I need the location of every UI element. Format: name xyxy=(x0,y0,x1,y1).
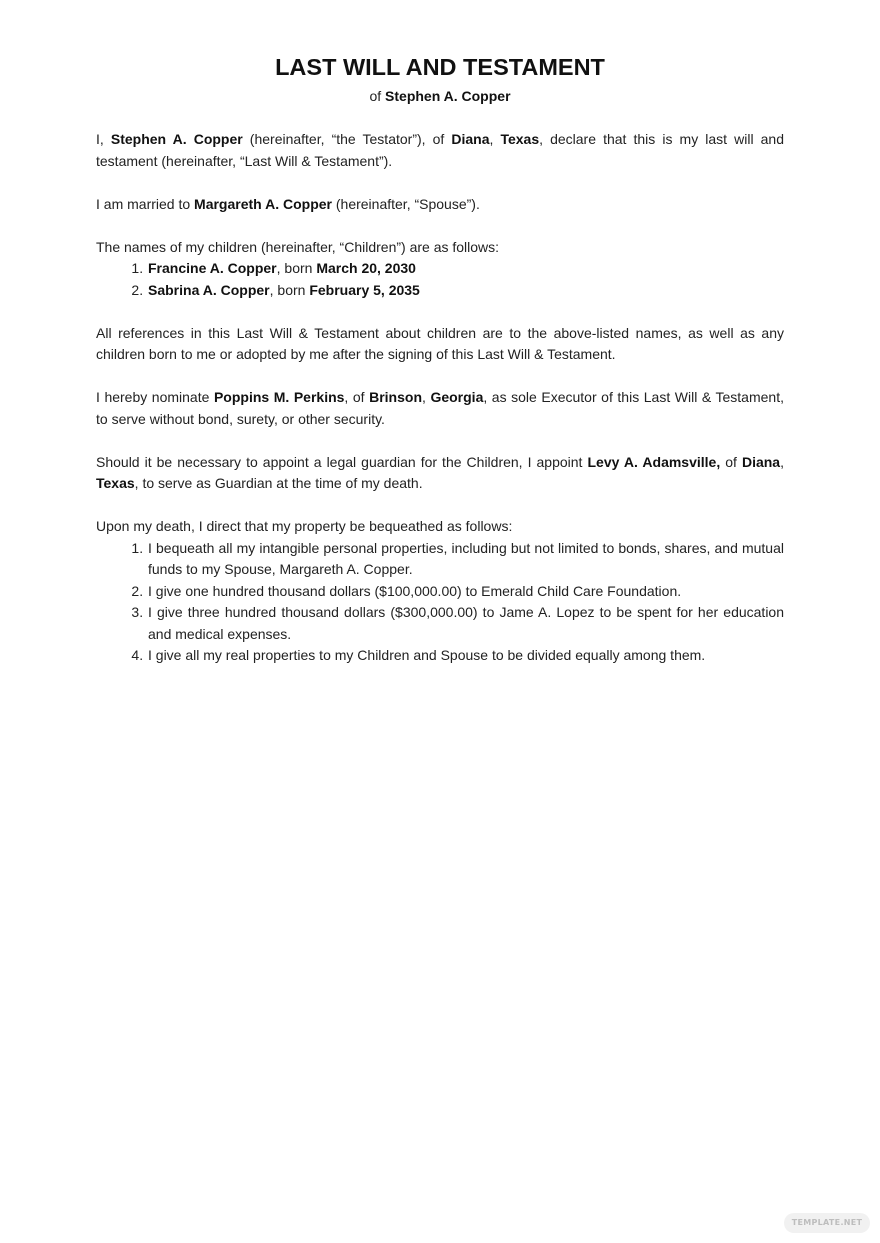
bequest-list xyxy=(96,538,784,667)
guardian-city: Diana xyxy=(741,453,781,470)
text-span: , xyxy=(422,389,431,405)
text-span: I am married to xyxy=(96,195,195,212)
text-span: , of xyxy=(344,389,370,405)
document-subtitle xyxy=(96,86,784,107)
list-item: 2. I give one hundred thousand dollars ($100,000.00) to Emerald Child Care Foundation. xyxy=(147,581,784,603)
text-span: , as sole Executor of this Last Will & Testament, to serve without bond, surety, or other security. xyxy=(96,389,784,427)
subtitle-prefix: of xyxy=(369,88,386,104)
list-item: 3. I give three hundred thousand dollars ($300,000.00) to Jame A. Lopez to be spent for her education and medical expenses. xyxy=(147,602,784,645)
spouse-name: Margareth A. Copper xyxy=(194,195,332,212)
text-span: , xyxy=(780,453,784,470)
bequest-intro: Upon my death, I direct that my property be bequeathed as follows: xyxy=(96,518,513,534)
child-birthdate: March 20, 2030 xyxy=(316,260,416,276)
text-span: (hereinafter, “Spouse”). xyxy=(331,195,480,212)
text-span: I hereby nominate xyxy=(96,389,214,405)
text-span: , to serve as Guardian at the time of my death. xyxy=(134,475,423,491)
testator-name: Stephen A. Copper xyxy=(110,131,243,147)
text-span: of xyxy=(720,453,742,470)
text-span: (hereinafter, “the Testator”), of xyxy=(242,131,452,147)
text-span: Should it be necessary to appoint a legal guardian for the Children, I appoint xyxy=(96,453,588,470)
text-span: , declare that this is my last will and testament (hereinafter, “Last Will & Testament”). xyxy=(96,131,785,169)
list-item: 4. I give all my real properties to my Children and Spouse to be divided equally among them. xyxy=(147,645,784,667)
text-span: , xyxy=(489,131,501,147)
guardian-name: Levy A. Adamsville, xyxy=(587,453,721,470)
executor-city: Brinson xyxy=(369,389,422,405)
testator-declaration-paragraph xyxy=(96,129,784,172)
child-name: Francine A. Copper xyxy=(148,260,277,276)
list-item: 1. I bequeath all my intangible personal properties, including but not limited to bonds, shares, and mutual funds to my Spouse, Margareth A. Copper. xyxy=(147,538,784,581)
template-watermark: TEMPLATE.NET xyxy=(784,1213,870,1233)
list-item xyxy=(147,280,784,302)
spouse-paragraph xyxy=(96,194,784,216)
document-title: LAST WILL AND TESTAMENT xyxy=(275,54,605,80)
testator-name-subtitle: Stephen A. Copper xyxy=(385,88,511,104)
executor-state: Georgia xyxy=(430,389,484,405)
executor-paragraph xyxy=(96,387,784,430)
text-span: , born xyxy=(269,281,310,298)
testator-city: Diana xyxy=(451,131,490,147)
child-name: Sabrina A. Copper xyxy=(148,281,270,298)
children-intro: The names of my children (hereinafter, “Children”) are as follows: xyxy=(96,238,500,255)
children-list xyxy=(96,258,784,301)
testator-state: Texas xyxy=(500,131,540,147)
guardian-paragraph xyxy=(96,452,784,495)
text-span: , born xyxy=(276,260,317,276)
guardian-state: Texas xyxy=(96,475,135,491)
executor-name: Poppins M. Perkins xyxy=(213,389,345,405)
text-span: I, xyxy=(96,131,111,147)
children-references-paragraph: All references in this Last Will & Testament about children are to the above-listed names, as well as any children born to me or adopted by me after the signing of this Last Will & Testament. xyxy=(96,324,784,362)
document-page xyxy=(96,52,784,667)
child-birthdate: February 5, 2035 xyxy=(309,281,420,298)
list-item xyxy=(147,258,784,280)
